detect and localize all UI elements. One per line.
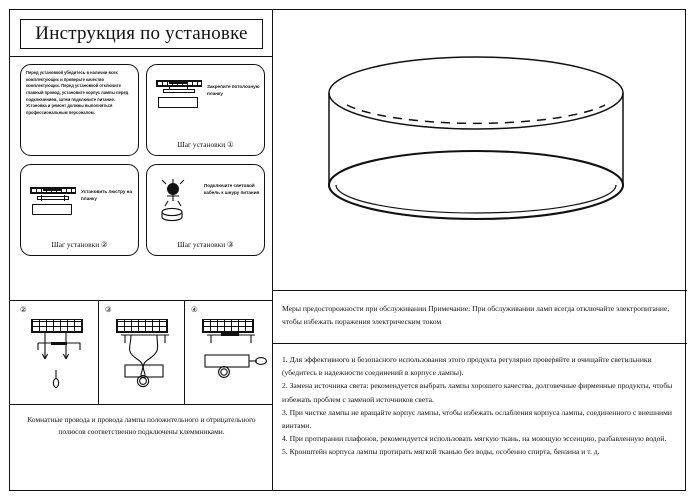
- caption-divider: [10, 404, 272, 405]
- mounting-plate-icon: [163, 89, 195, 93]
- maintenance-warning: Меры предосторожности при обслуживании Примечание: При обслуживании ламп всегда отключайте электропитание, чтобы избежать поражения электрическим током: [282, 304, 670, 327]
- wire-routing-diagram-icon: [107, 331, 179, 403]
- screw-icon: [187, 87, 188, 90]
- plate-cap-icon: [43, 189, 61, 191]
- wiring-caption: Комнатные провода и провода лампы положительного и отрицательного полюсов соответственно подключены клеммниками.: [27, 415, 256, 436]
- wiring-panel-3-number: ③: [105, 305, 112, 314]
- plate-cap-icon: [169, 82, 187, 84]
- step-2-label: Шаг установки ②: [51, 240, 108, 249]
- warning-top-divider: [273, 290, 687, 291]
- wiring-panel-4: [185, 301, 269, 404]
- right-column: [273, 10, 687, 490]
- step-3-box: [146, 164, 265, 256]
- lamp-illustration-area: [273, 10, 687, 290]
- maintenance-item: 5. Кронштейн корпуса лампы протирать мягкой тканью без воды, особенно спирта, бензина и т. д.: [282, 447, 600, 457]
- maintenance-item: 3. При чистке лампы не вращайте корпус лампы, чтобы избежать ослабления корпуса лампы, соединенного с внешними винтами.: [282, 407, 672, 431]
- left-column: [10, 10, 273, 490]
- screw-icon: [41, 195, 42, 201]
- wiring-panel-2: [14, 301, 99, 404]
- title-divider: [10, 56, 272, 57]
- maintenance-item: 2. Замена источника света: рекомендуется выбрать лампы хорошего качества, долговечные фирменные продукты, чтобы избежать проблем с заменой источников света.: [282, 381, 673, 404]
- precautions-box: [20, 64, 139, 156]
- list-top-divider: [273, 343, 687, 344]
- maintenance-item: 4. При протирании плафонов, рекомендуется использовать мягкую ткань, на моющую эссенцию, разбавленную водой.: [282, 434, 667, 444]
- maintenance-list: [282, 353, 680, 459]
- plate-screw-diagram-icon: [24, 331, 92, 401]
- plug-connection-icon: [157, 179, 203, 225]
- precautions-text: Перед установкой убедитесь в наличии всех комплектующих и проверьте качество комплектующих. Перед установкой отключите главный провод, установите корпус лампы перед подключением, затем подключите питание. Установка и ремонт должны выполняться профессиональным персоналом.: [26, 70, 129, 115]
- step-2-box: [20, 164, 139, 256]
- step-3-instruction: Подключите световой кабель к шнуру питания: [204, 183, 260, 195]
- screw-icon: [64, 195, 65, 201]
- wiring-diagram-row: [10, 301, 272, 404]
- installation-steps-grid: [20, 64, 265, 256]
- screw-icon: [169, 87, 170, 90]
- wiring-panel-2-number: ②: [20, 305, 27, 314]
- instruction-sheet: [9, 9, 686, 491]
- step-1-box: [146, 64, 265, 156]
- step-3-label: Шаг установки ③: [177, 240, 234, 249]
- wiring-panel-4-number: ④: [191, 305, 198, 314]
- step-2-instruction: Установить люстру на планку: [81, 189, 132, 201]
- wiring-panel-3: [99, 301, 185, 404]
- maintenance-item: 1. Для эффективного и безопасного использования этого продукта регулярно проверяйте и очищайте светильники (убедитесь в надежности соединений в корпусе лампы).: [282, 355, 652, 378]
- ceiling-plate-icon: [156, 80, 202, 110]
- page-title: Инструкция по установке: [35, 23, 248, 44]
- lamp-body-icon: [158, 97, 198, 108]
- fixture-bulb-diagram-icon: [193, 331, 269, 401]
- step-1-label: Шаг установки ①: [177, 140, 234, 149]
- page-title-box: [20, 19, 263, 49]
- lamp-body-icon: [32, 204, 72, 215]
- drum-lamp-illustration: [311, 35, 641, 265]
- step-1-instruction: Закрепите потолочную планку: [207, 84, 260, 96]
- lamp-on-plate-icon: [30, 187, 76, 219]
